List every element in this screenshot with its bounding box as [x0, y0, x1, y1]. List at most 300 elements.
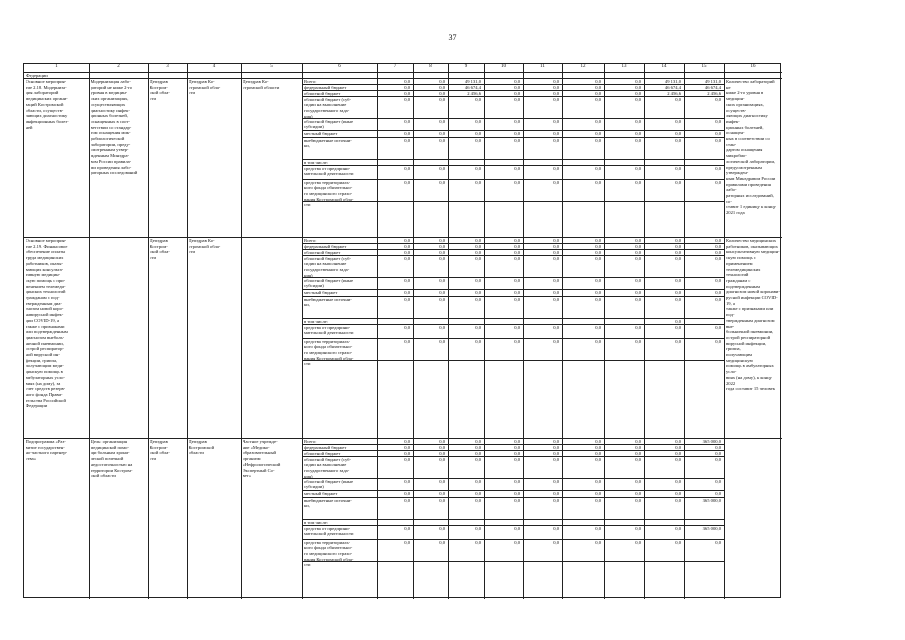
amount-cell: 0,0: [595, 324, 601, 330]
amount-cell: 0,0: [514, 490, 520, 496]
amount-cell: 0,0: [595, 249, 601, 255]
amount-cell: 0,0: [715, 277, 721, 283]
amount-cell: 0,0: [439, 243, 445, 249]
amount-cell: 49 131,0: [664, 78, 681, 84]
funding-source-label: средства территориаль- ного фонда обязательно- го медицинского страхо- вания Костромской обла- сти: [304, 179, 354, 208]
amount-cell: 0,0: [475, 179, 481, 185]
amount-cell: 0,0: [404, 539, 410, 545]
amount-cell: 0,0: [553, 497, 559, 503]
indicator-text: Количество медицинских работников, оказывающих консультативную медицин- скую помощь с применением телемедицинских технологий гражданам с подтвержденным диагнозом новой коронави- русной инфекции COVID-19, а также с признаками или под- твержденным диагнозом вне- больничной пневмонии, острой респираторной вирусной инфекции, гриппа, получающим медицинскую помощь в амбулаторных усло- виях (на дому), к концу 2022 года составит 15 человек: [726, 238, 780, 392]
amount-cell: 0,0: [475, 255, 481, 261]
amount-cell: 0,0: [715, 539, 721, 545]
amount-cell: 0,0: [404, 289, 410, 295]
amount-cell: 0,0: [514, 243, 520, 249]
amount-cell: 0,0: [635, 179, 641, 185]
amount-cell: 0,0: [675, 456, 681, 462]
amount-cell: 46 674,4: [464, 84, 481, 90]
continuation-label: Федерации: [26, 72, 48, 78]
amount-cell: 0,0: [404, 525, 410, 531]
section-name: Основное мероприя- тие 2.18. Модерниза- ция лабораторий медицинских органи- заций Костромской области, осуществ- ляющих диагностику инфекционных болез- ней: [25, 79, 69, 130]
amount-cell: 0,0: [595, 525, 601, 531]
amount-cell: 0,0: [439, 478, 445, 484]
amount-cell: 0,0: [404, 90, 410, 96]
funding-source-label: областной бюджет (суб- сидии на выполнение государственного зада- ния): [304, 96, 352, 119]
amount-cell: 0,0: [675, 243, 681, 249]
section-executor: Депздрав Костром- ской обла- сти: [149, 439, 170, 462]
amount-cell: 0,0: [475, 438, 481, 444]
amount-cell: 0,0: [715, 237, 721, 243]
amount-cell: 0,0: [553, 338, 559, 344]
column-number: 13: [621, 64, 627, 69]
amount-cell: 0,0: [404, 165, 410, 171]
amount-cell: 0,0: [675, 318, 681, 324]
amount-cell: 0,0: [404, 450, 410, 456]
amount-cell: 0,0: [635, 444, 641, 450]
amount-cell: 0,0: [553, 450, 559, 456]
amount-cell: 2 456,6: [667, 90, 681, 96]
amount-cell: 0,0: [595, 90, 601, 96]
column-number: 1: [55, 64, 58, 69]
amount-cell: 0,0: [675, 96, 681, 102]
amount-cell: 0,0: [514, 450, 520, 456]
amount-cell: 0,0: [635, 438, 641, 444]
section-name: Основное мероприя- тие 2.19. Финансовое обеспечение оплаты труда медицинских работников, оказы- вающих консульта- тивную медицин- скую помощь с при- менением телемеди- цинских технологий гражданам с под- твержденным диа- гнозом новой коро- навирусной инфек- ции COVID-19, а также с признаками или подтвержденным диагнозом внеболь- ничной пневмонии, острой респиратор- ной вирусной ин- фекции, гриппа, получающим меди- цинскую помощь в амбулаторных усло- виях (на дому), за счет средств резерв- ного фонда Прави- тельства Российской Федерации: [25, 238, 68, 409]
amount-cell: 365 000,0: [702, 438, 721, 444]
amount-cell: 0,0: [635, 130, 641, 136]
column-number: 7: [393, 64, 397, 69]
column-number: 8: [429, 64, 432, 69]
funding-source-label: Всего:: [304, 78, 317, 84]
amount-cell: 0,0: [404, 84, 410, 90]
amount-cell: 0,0: [675, 450, 681, 456]
amount-cell: 0,0: [675, 296, 681, 302]
amount-cell: 0,0: [439, 96, 445, 102]
amount-cell: 0,0: [475, 96, 481, 102]
amount-cell: 0,0: [404, 255, 410, 261]
amount-cell: 0,0: [475, 165, 481, 171]
funding-source-label: областной бюджет (суб- сидии на выполнение государственного зада- ния): [304, 255, 352, 278]
amount-cell: 0,0: [514, 179, 520, 185]
amount-cell: 0,0: [514, 90, 520, 96]
amount-cell: 0,0: [514, 296, 520, 302]
funding-source-label: средства от предприни- мательской деятельности: [304, 525, 354, 537]
funding-source-label: в том числе:: [304, 519, 328, 525]
amount-cell: 0,0: [553, 118, 559, 124]
amount-cell: 0,0: [475, 289, 481, 295]
funding-source-label: федеральный бюджет: [304, 243, 347, 249]
column-number: 12: [580, 64, 586, 69]
amount-cell: 0,0: [675, 118, 681, 124]
column-rule: [89, 64, 90, 599]
amount-cell: 0,0: [715, 137, 721, 143]
amount-cell: 0,0: [635, 525, 641, 531]
amount-cell: 0,0: [715, 324, 721, 330]
amount-cell: 0,0: [553, 137, 559, 143]
amount-cell: 0,0: [595, 165, 601, 171]
amount-cell: 0,0: [715, 338, 721, 344]
amount-cell: 0,0: [514, 130, 520, 136]
page-number: 37: [448, 33, 457, 42]
amount-cell: 0,0: [553, 525, 559, 531]
amount-cell: 0,0: [553, 96, 559, 102]
amount-cell: 0,0: [553, 539, 559, 545]
amount-cell: 0,0: [595, 289, 601, 295]
amount-cell: 0,0: [635, 277, 641, 283]
amount-cell: 0,0: [404, 456, 410, 462]
amount-cell: 0,0: [514, 96, 520, 102]
amount-cell: 0,0: [595, 96, 601, 102]
amount-cell: 0,0: [404, 130, 410, 136]
amount-cell: 0,0: [439, 296, 445, 302]
amount-cell: 0,0: [715, 249, 721, 255]
amount-cell: 0,0: [675, 179, 681, 185]
amount-cell: 0,0: [553, 90, 559, 96]
amount-cell: 0,0: [595, 137, 601, 143]
column-number: 6: [338, 64, 341, 69]
amount-cell: 0,0: [439, 324, 445, 330]
amount-cell: 0,0: [514, 289, 520, 295]
amount-cell: 0,0: [675, 237, 681, 243]
section-executor: Депздрав Костром- ской обла- сти: [149, 79, 170, 102]
amount-cell: 0,0: [404, 444, 410, 450]
amount-cell: 0,0: [595, 438, 601, 444]
amount-cell: 0,0: [439, 539, 445, 545]
amount-cell: 0,0: [635, 497, 641, 503]
amount-cell: 0,0: [635, 296, 641, 302]
amount-cell: 0,0: [439, 165, 445, 171]
amount-cell: 0,0: [635, 78, 641, 84]
amount-cell: 0,0: [475, 444, 481, 450]
amount-cell: 0,0: [595, 84, 601, 90]
amount-cell: 0,0: [715, 255, 721, 261]
amount-cell: 0,0: [595, 539, 601, 545]
funding-source-label: областной бюджет (иные субсидии): [304, 478, 354, 490]
amount-cell: 0,0: [475, 137, 481, 143]
amount-cell: 0,0: [439, 444, 445, 450]
column-number: 14: [661, 64, 667, 69]
amount-cell: 0,0: [675, 324, 681, 330]
column-number: 16: [750, 64, 756, 69]
amount-cell: 0,0: [514, 137, 520, 143]
amount-cell: 0,0: [475, 324, 481, 330]
amount-cell: 0,0: [439, 237, 445, 243]
column-number: 9: [464, 64, 468, 69]
funding-source-label: внебюджетные источни- ки,: [304, 497, 352, 509]
funding-source-label: Всего:: [304, 438, 317, 444]
funding-source-label: средства от предприни- мательской деятельности: [304, 324, 354, 336]
row-rule: [302, 201, 724, 202]
amount-cell: 0,0: [514, 84, 520, 90]
column-number: 4: [212, 64, 216, 69]
amount-cell: 0,0: [635, 84, 641, 90]
amount-cell: 46 674,4: [664, 84, 681, 90]
amount-cell: 0,0: [553, 179, 559, 185]
amount-cell: 0,0: [475, 243, 481, 249]
amount-cell: 0,0: [675, 478, 681, 484]
amount-cell: 365 000,0: [702, 525, 721, 531]
amount-cell: 0,0: [715, 456, 721, 462]
amount-cell: 0,0: [715, 296, 721, 302]
funding-source-label: местный бюджет: [304, 130, 338, 136]
funding-source-label: областной бюджет: [304, 249, 341, 255]
amount-cell: 0,0: [404, 118, 410, 124]
amount-cell: 0,0: [635, 243, 641, 249]
section-goal: Модернизация лабо- раторий не ниже 2-го уровня в медицин- ских организациях, осуществляющих диагностику инфек- ционных болезней, оснащенных в соот- ветствии со стандар- том оснащения мик- робиологической лаборатории, преду- смотренным утвер- жденным Минздра- вом России правила- ми проведения лабо- раторных исследований: [90, 79, 138, 176]
amount-cell: 0,0: [635, 165, 641, 171]
amount-cell: 0,0: [675, 497, 681, 503]
amount-cell: 0,0: [715, 490, 721, 496]
amount-cell: 0,0: [675, 438, 681, 444]
amount-cell: 0,0: [715, 165, 721, 171]
amount-cell: 0,0: [595, 237, 601, 243]
amount-cell: 0,0: [635, 137, 641, 143]
section-goal: Цель: организация медицинской помо- щи больным хрони- ческой почечной недостаточностью на территории Костром- ской области: [90, 439, 133, 479]
amount-cell: 0,0: [439, 130, 445, 136]
amount-cell: 0,0: [439, 255, 445, 261]
section-executor: Депздрав Костром- ской обла- сти: [149, 238, 170, 261]
amount-cell: 0,0: [475, 249, 481, 255]
column-number: 15: [701, 64, 707, 69]
amount-cell: 0,0: [715, 179, 721, 185]
amount-cell: 0,0: [675, 490, 681, 496]
amount-cell: 0,0: [439, 277, 445, 283]
amount-cell: 0,0: [514, 78, 520, 84]
amount-cell: 0,0: [635, 118, 641, 124]
column-rule: [724, 64, 725, 599]
amount-cell: 0,0: [475, 525, 481, 531]
amount-cell: 0,0: [715, 118, 721, 124]
amount-cell: 0,0: [675, 525, 681, 531]
amount-cell: 0,0: [439, 490, 445, 496]
amount-cell: 0,0: [595, 179, 601, 185]
amount-cell: 0,0: [404, 249, 410, 255]
amount-cell: 0,0: [475, 237, 481, 243]
amount-cell: 0,0: [675, 277, 681, 283]
funding-source-label: средства от предприни- мательской деятельности: [304, 165, 354, 177]
amount-cell: 0,0: [514, 497, 520, 503]
amount-cell: 0,0: [553, 237, 559, 243]
amount-cell: 0,0: [675, 255, 681, 261]
amount-cell: 46 674,4: [704, 84, 721, 90]
amount-cell: 0,0: [514, 456, 520, 462]
amount-cell: 0,0: [635, 289, 641, 295]
amount-cell: 0,0: [439, 249, 445, 255]
amount-cell: 0,0: [404, 179, 410, 185]
amount-cell: 0,0: [595, 456, 601, 462]
amount-cell: 0,0: [514, 444, 520, 450]
column-rule: [187, 64, 188, 599]
amount-cell: 0,0: [715, 289, 721, 295]
amount-cell: 0,0: [595, 296, 601, 302]
section-coexec: Депздрав Ко- стромской обла- сти: [188, 79, 221, 96]
amount-cell: 0,0: [595, 277, 601, 283]
column-number: 5: [270, 64, 273, 69]
amount-cell: 0,0: [475, 277, 481, 283]
amount-cell: 0,0: [514, 249, 520, 255]
amount-cell: 49 131,0: [464, 78, 481, 84]
amount-cell: 0,0: [404, 137, 410, 143]
amount-cell: 0,0: [439, 456, 445, 462]
amount-cell: 0,0: [635, 96, 641, 102]
funding-source-label: областной бюджет (иные субсидии): [304, 118, 354, 130]
amount-cell: 0,0: [635, 90, 641, 96]
amount-cell: 0,0: [514, 478, 520, 484]
section-goal: [91, 238, 147, 437]
funding-source-label: областной бюджет: [304, 90, 341, 96]
amount-cell: 0,0: [439, 118, 445, 124]
amount-cell: 0,0: [675, 444, 681, 450]
amount-cell: 2 456,6: [707, 90, 721, 96]
row-rule: [302, 360, 724, 361]
amount-cell: 0,0: [404, 277, 410, 283]
column-number: 10: [501, 64, 506, 69]
amount-cell: 0,0: [595, 78, 601, 84]
amount-cell: 0,0: [675, 539, 681, 545]
amount-cell: 0,0: [595, 478, 601, 484]
amount-cell: 0,0: [404, 438, 410, 444]
amount-cell: 0,0: [404, 497, 410, 503]
funding-source-label: местный бюджет: [304, 490, 338, 496]
amount-cell: 0,0: [715, 444, 721, 450]
amount-cell: 2 456,6: [467, 90, 481, 96]
funding-source-label: областной бюджет (иные субсидии): [304, 277, 354, 289]
amount-cell: 0,0: [404, 324, 410, 330]
funding-source-label: областной бюджет (суб- сидии на выполнение государственного зада- ния): [304, 456, 352, 479]
amount-cell: 0,0: [514, 255, 520, 261]
amount-cell: 0,0: [635, 478, 641, 484]
column-rule: [241, 64, 242, 599]
amount-cell: 0,0: [439, 497, 445, 503]
amount-cell: 0,0: [404, 237, 410, 243]
amount-cell: 49 131,0: [704, 78, 721, 84]
funding-source-label: средства территориаль- ного фонда обязательно- го медицинского страхо- вания Костромской обла- сти: [304, 539, 354, 568]
amount-cell: 0,0: [404, 490, 410, 496]
amount-cell: 0,0: [514, 438, 520, 444]
amount-cell: 0,0: [675, 165, 681, 171]
amount-cell: 0,0: [595, 450, 601, 456]
amount-cell: 0,0: [715, 243, 721, 249]
amount-cell: 0,0: [635, 490, 641, 496]
amount-cell: 0,0: [514, 539, 520, 545]
funding-source-label: Всего:: [304, 237, 317, 243]
funding-source-label: внебюджетные источни- ки,: [304, 137, 352, 149]
amount-cell: 0,0: [475, 539, 481, 545]
amount-cell: 0,0: [514, 118, 520, 124]
amount-cell: 0,0: [404, 78, 410, 84]
amount-cell: 0,0: [553, 289, 559, 295]
amount-cell: 0,0: [514, 277, 520, 283]
amount-cell: 0,0: [595, 130, 601, 136]
amount-cell: 0,0: [439, 84, 445, 90]
amount-cell: 0,0: [404, 338, 410, 344]
amount-cell: 0,0: [553, 277, 559, 283]
section-participant: [243, 238, 301, 437]
funding-source-label: федеральный бюджет: [304, 444, 347, 450]
funding-source-label: в том числе:: [304, 318, 328, 324]
budget-table: [23, 63, 781, 598]
section-name: Подпрограмма «Раз- витие государствен- но-частного партнер- ства»: [25, 439, 68, 462]
amount-cell: 0,0: [553, 456, 559, 462]
amount-cell: 0,0: [514, 165, 520, 171]
amount-cell: 0,0: [553, 255, 559, 261]
amount-cell: 0,0: [475, 118, 481, 124]
amount-cell: 0,0: [404, 243, 410, 249]
section-coexec: Депздрав Ко- стромской обла- сти: [188, 238, 221, 255]
amount-cell: 0,0: [514, 237, 520, 243]
section-participant: Депздрав Ко- стромской области: [242, 79, 280, 90]
amount-cell: 0,0: [635, 237, 641, 243]
amount-cell: 0,0: [553, 130, 559, 136]
amount-cell: 0,0: [635, 539, 641, 545]
amount-cell: 0,0: [514, 525, 520, 531]
amount-cell: 0,0: [595, 338, 601, 344]
amount-cell: 0,0: [553, 78, 559, 84]
amount-cell: 0,0: [475, 490, 481, 496]
amount-cell: 0,0: [715, 450, 721, 456]
amount-cell: 0,0: [595, 444, 601, 450]
amount-cell: 0,0: [715, 96, 721, 102]
amount-cell: 0,0: [675, 249, 681, 255]
amount-cell: 0,0: [553, 438, 559, 444]
amount-cell: 0,0: [715, 130, 721, 136]
amount-cell: 0,0: [635, 456, 641, 462]
column-number: 11: [540, 64, 545, 69]
amount-cell: 0,0: [595, 490, 601, 496]
amount-cell: 0,0: [475, 497, 481, 503]
amount-cell: 0,0: [439, 438, 445, 444]
amount-cell: 0,0: [553, 165, 559, 171]
amount-cell: 0,0: [439, 78, 445, 84]
row-rule: [24, 72, 782, 73]
funding-source-label: местный бюджет: [304, 289, 338, 295]
funding-source-label: внебюджетные источни- ки,: [304, 296, 352, 308]
amount-cell: 0,0: [595, 118, 601, 124]
amount-cell: 0,0: [553, 478, 559, 484]
amount-cell: 0,0: [439, 137, 445, 143]
amount-cell: 0,0: [675, 338, 681, 344]
amount-cell: 0,0: [439, 450, 445, 456]
funding-source-label: федеральный бюджет: [304, 84, 347, 90]
amount-cell: 0,0: [635, 338, 641, 344]
column-number: 3: [166, 64, 169, 69]
row-rule: [302, 561, 724, 562]
amount-cell: 0,0: [595, 255, 601, 261]
amount-cell: 0,0: [439, 338, 445, 344]
amount-cell: 0,0: [635, 324, 641, 330]
amount-cell: 365 000,0: [702, 497, 721, 503]
amount-cell: 0,0: [553, 490, 559, 496]
amount-cell: 0,0: [404, 478, 410, 484]
amount-cell: 0,0: [595, 243, 601, 249]
amount-cell: 0,0: [553, 444, 559, 450]
indicator-text: Количество лабораторий не ниже 2-го уровня в медицин- ских организациях, осуществ- ляющих диагностику инфек- ционных болезней, оснащен- ных в соответствии со стан- дартом оснащения микробио- логической лаборатории, предусмотренным утвержден- ным Минздравом России правилами проведения лабо- раторных исследований, со- ставит 1 единицу к концу 2021 года: [726, 79, 776, 216]
column-number: 2: [117, 64, 120, 69]
amount-cell: 0,0: [675, 289, 681, 295]
amount-cell: 0,0: [553, 249, 559, 255]
amount-cell: 0,0: [675, 130, 681, 136]
amount-cell: 0,0: [553, 243, 559, 249]
amount-cell: 0,0: [514, 324, 520, 330]
funding-source-label: в том числе:: [304, 159, 328, 165]
funding-source-label: средства территориаль- ного фонда обязательно- го медицинского страхо- вания Костромской обла- сти: [304, 338, 354, 367]
amount-cell: 0,0: [595, 497, 601, 503]
amount-cell: 0,0: [439, 289, 445, 295]
amount-cell: 0,0: [553, 84, 559, 90]
amount-cell: 0,0: [439, 525, 445, 531]
amount-cell: 0,0: [715, 478, 721, 484]
amount-cell: 0,0: [404, 96, 410, 102]
amount-cell: 0,0: [675, 137, 681, 143]
